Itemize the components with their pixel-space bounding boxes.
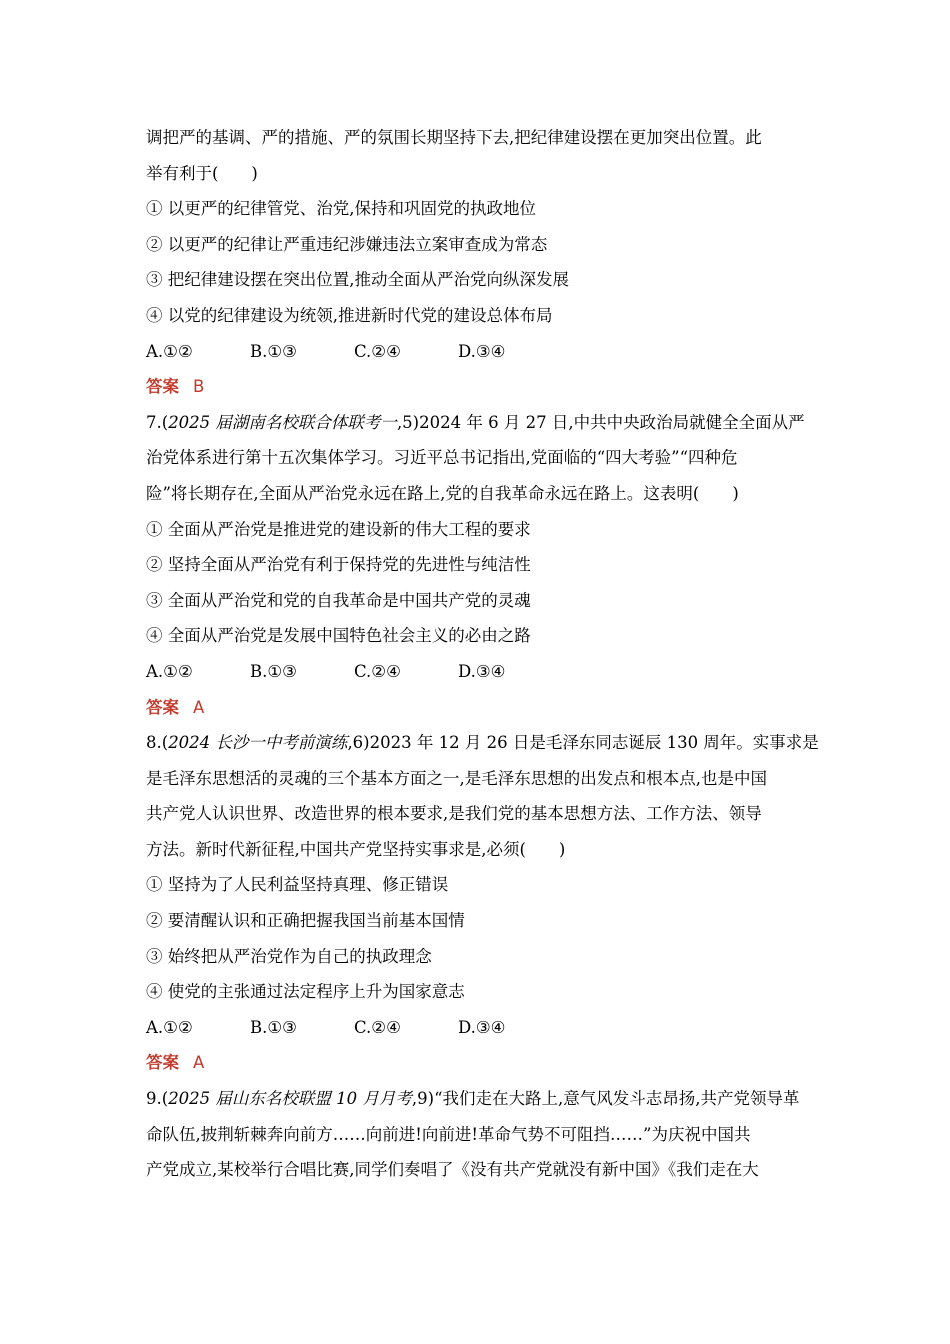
question-source: 2025 届湖南名校联合体联考一 — [168, 412, 397, 432]
question-6-option-2: ② 以更严的纪律让严重违纪涉嫌违法立案审查成为常态 — [146, 234, 548, 254]
question-8-stem-line-2: 是毛泽东思想活的灵魂的三个基本方面之一,是毛泽东思想的出发点和根本点,也是中国 — [146, 768, 767, 788]
choice-a: A.①② — [146, 661, 193, 681]
question-8-option-1: ① 坚持为了人民利益坚持真理、修正错误 — [146, 875, 449, 895]
answer-value: B — [193, 377, 205, 397]
answer-label: 答案 — [146, 697, 179, 717]
choice-a: A.①② — [146, 1017, 193, 1037]
question-number: 7.( — [146, 412, 169, 432]
question-6-choices — [146, 334, 806, 370]
question-6-answer — [146, 369, 806, 405]
choice-c: C.②④ — [354, 661, 401, 681]
question-7-stem-line-1 — [146, 405, 806, 441]
question-7-choices — [146, 654, 806, 690]
choice-d: D.③④ — [458, 341, 506, 361]
choice-b: B.①③ — [250, 341, 297, 361]
choice-d: D.③④ — [458, 1017, 506, 1037]
answer-label: 答案 — [146, 1053, 179, 1073]
question-6-stem-line-2: 举有利于( ) — [146, 163, 258, 183]
question-stem-start: ,5)2024 年 6 月 27 日,中共中央政治局就健全全面从严 — [396, 412, 805, 432]
question-stem-start: ,9)“我们走在大路上,意气风发斗志昂扬,共产党领导革 — [411, 1089, 800, 1109]
question-9-stem-line-3: 产党成立,某校举行合唱比赛,同学们奏唱了《没有共产党就没有新中国》《我们走在大 — [146, 1160, 759, 1180]
question-7 — [146, 405, 806, 725]
question-7-stem-line-3: 险”将长期存在,全面从严治党永远在路上,党的自我革命永远在路上。这表明( ) — [146, 483, 739, 503]
choice-b: B.①③ — [250, 1017, 297, 1037]
choice-b: B.①③ — [250, 661, 297, 681]
choice-c: C.②④ — [354, 1017, 401, 1037]
question-source: 2025 届山东名校联盟 10 月月考 — [168, 1089, 412, 1109]
question-6-option-4: ④ 以党的纪律建设为统领,推进新时代党的建设总体布局 — [146, 305, 553, 325]
question-7-option-2: ② 坚持全面从严治党有利于保持党的先进性与纯洁性 — [146, 555, 531, 575]
question-stem-start: ,6)2023 年 12 月 26 日是毛泽东同志诞辰 130 周年。实事求是 — [347, 733, 819, 753]
question-8-stem-line-4: 方法。新时代新征程,中国共产党坚持实事求是,必须( ) — [146, 839, 566, 859]
answer-value: A — [193, 697, 205, 717]
question-8-choices — [146, 1010, 806, 1046]
question-7-answer — [146, 690, 806, 726]
answer-value: A — [193, 1053, 205, 1073]
question-9 — [146, 1081, 806, 1188]
question-8-option-4: ④ 使党的主张通过法定程序上升为国家意志 — [146, 982, 465, 1002]
question-number: 8.( — [146, 733, 169, 753]
question-9-stem-line-2: 命队伍,披荆斩棘奔向前方……向前进!向前进!革命气势不可阻挡……”为庆祝中国共 — [146, 1124, 751, 1144]
question-8-stem-line-1 — [146, 725, 819, 761]
answer-label: 答案 — [146, 377, 179, 397]
question-number: 9.( — [146, 1089, 169, 1109]
question-6-stem-line-1: 调把严的基调、严的措施、严的氛围长期坚持下去,把纪律建设摆在更加突出位置。此 — [146, 128, 762, 147]
question-8 — [146, 725, 819, 1081]
question-8-stem-line-3: 共产党人认识世界、改造世界的根本要求,是我们党的基本思想方法、工作方法、领导 — [146, 804, 762, 824]
question-7-option-4: ④ 全面从严治党是发展中国特色社会主义的必由之路 — [146, 626, 531, 646]
document-page — [146, 120, 819, 1188]
question-6-option-3: ③ 把纪律建设摆在突出位置,推动全面从严治党向纵深发展 — [146, 270, 569, 290]
question-7-stem-line-2: 治党体系进行第十五次集体学习。习近平总书记指出,党面临的“四大考验”“四种危 — [146, 448, 738, 468]
choice-a: A.①② — [146, 341, 193, 361]
question-8-option-2: ② 要清醒认识和正确把握我国当前基本国情 — [146, 911, 465, 931]
question-6 — [146, 120, 806, 405]
question-7-option-1: ① 全面从严治党是推进党的建设新的伟大工程的要求 — [146, 519, 531, 539]
question-source: 2024 长沙一中考前演练 — [168, 733, 348, 753]
question-7-option-3: ③ 全面从严治党和党的自我革命是中国共产党的灵魂 — [146, 590, 531, 610]
choice-d: D.③④ — [458, 661, 506, 681]
question-8-option-3: ③ 始终把从严治党作为自己的执政理念 — [146, 946, 432, 966]
choice-c: C.②④ — [354, 341, 401, 361]
question-9-stem-line-1 — [146, 1081, 806, 1117]
question-6-option-1: ① 以更严的纪律管党、治党,保持和巩固党的执政地位 — [146, 199, 536, 219]
question-8-answer — [146, 1045, 806, 1081]
